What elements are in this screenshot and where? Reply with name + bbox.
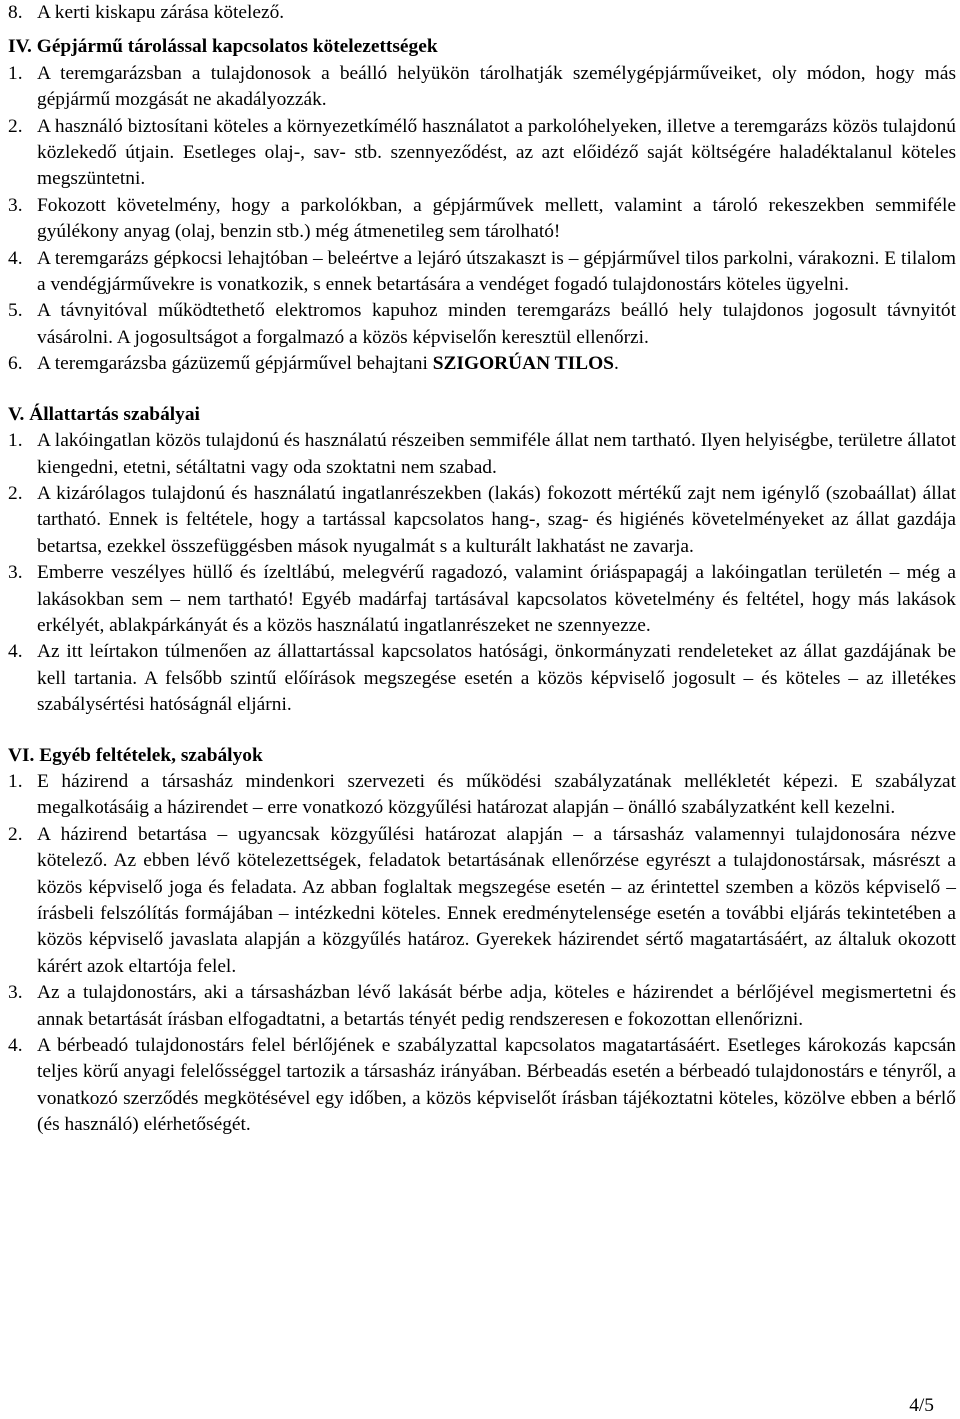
item-text: A bérbeadó tulajdonostárs felel bérlőjének e szabályzattal kapcsolatos magatartásáért. Esetleges károkozás kapcsán teljes körű anyagi felelősséggel tartozik a társasház irányában. Bérbeadás esetén a bérbeadó tulajdonostárs e tényről, a vonatkozó szerződés megkötésével egy időben, a közös képviselőt írásban tájékoztatni köteles, közölve ebben a bérlő (és használó) elérhetőségét. <box>37 1035 956 1136</box>
list-item <box>8 0 956 26</box>
item-text: A teremgarázsba gázüzemű gépjárművel behajtani <box>37 353 433 375</box>
item-number: 1. <box>8 430 23 452</box>
item-number: 2. <box>8 823 23 845</box>
item-text: Emberre veszélyes hüllő és ízeltlábú, melegvérű ragadozó, valamint óriáspapagáj a lakóingatlan területén – még a lakásokban sem – nem tartható! Egyéb madárfaj tartásával kapcsolatos követelmény és feltétel, hogy más lakások erkélyét, ablakpárkányát és a közös használatú ingatlanrészeket ne szennyezze. <box>37 562 956 636</box>
list-item <box>8 298 956 351</box>
list-item <box>8 351 956 377</box>
list-item <box>8 980 956 1033</box>
page-number: 4/5 <box>909 1395 934 1416</box>
list-item <box>8 1033 956 1139</box>
item-number: 4. <box>8 1035 23 1057</box>
list-item <box>8 769 956 822</box>
item-text: E házirend a társasház mindenkori szervezeti és működési szabályzatának mellékletét képezi. E szabályzat megalkotásáig a házirendet – erre vonatkozó közgyűlési határozat alapján – önálló szabályzatként kell kezelni. <box>37 770 956 819</box>
item-text: A teremgarázs gépkocsi lehajtóban – beleértve a lejáró útszakaszt is – gépjárművel tilos parkolni, várakozni. E tilalom a vendégjárművekre is vonatkozik, s ennek betartására a vendéget fogadó tulajdonostárs köteles ügyelni. <box>37 247 956 296</box>
item-text-end: . <box>613 353 619 375</box>
section-heading-4: IV. Gépjármű tárolással kapcsolatos kötelezettségek <box>8 36 438 58</box>
list-item <box>8 246 956 299</box>
list-item <box>8 822 956 980</box>
item-number: 3. <box>8 194 23 216</box>
item-text: A távnyitóval működtethető elektromos kapuhoz minden teremgarázs beálló hely tulajdonos jogosult távnyitót vásárolni. A jogosultságot a forgalmazó a közös képviselőn keresztül ellenőrzi. <box>37 300 956 348</box>
item-number: 3. <box>8 982 23 1004</box>
item-text: A kerti kiskapu zárása kötelező. <box>37 2 285 23</box>
item-emphasis: SZIGORÚAN TILOS <box>432 353 614 375</box>
item-number: 4. <box>8 247 23 269</box>
item-text: Fokozott követelmény, hogy a parkolókban, a gépjárművek mellett, valamint a tároló rekeszekben semmiféle gyúlékony anyag (olaj, benzin stb.) még átmenetileg sem tárolható! <box>37 194 956 243</box>
item-text: A lakóingatlan közös tulajdonú és használatú részeiben semmiféle állat nem tartható. Ilyen helyiségbe, területre állatot kiengedni, etetni, sétáltatni vagy oda szoktatni nem szabad. <box>37 430 956 478</box>
item-number: 8. <box>8 2 23 23</box>
item-text: Az itt leírtakon túlmenően az állattartással kapcsolatos hatósági, önkormányzati rendeleteket az állat gazdájának be kell tartania. A felsőbb szintű előírások megszegése esetén a közös képviselő jogosult – és köteles – az illetékes szabálysértési hatóságnál eljárni. <box>37 641 956 716</box>
item-text: A teremgarázsban a tulajdonosok a beálló helyükön tárolhatják személygépjárműveiket, oly módon, hogy más gépjármű mozgását ne akadályozzák. <box>37 62 956 111</box>
item-number: 6. <box>8 353 23 375</box>
document-content <box>8 0 956 1139</box>
item-text: A házirend betartása – ugyancsak közgyűlési határozat alapján – a társasház valamennyi tulajdonosára nézve kötelező. Az ebben lévő kötelezettségek, feladatok betartásának ellenőrzése egyrészt a tulajdonostársak, másrészt a közös képviselő joga és feladata. Az abban foglaltak megszegése esetén – az érintettel szemben a közös képviselő – írásbeli felszólítás formájában – intézkedni köteles. Ennek eredménytelensége esetén a további eljárás tekintetében a közös képviselő javaslata alapján a közgyűlés határoz. Gyerekek házirendet sértő magatartásáért, az általuk okozott kárért azok eltartója felel. <box>37 823 956 977</box>
item-number: 3. <box>8 562 23 584</box>
item-number: 1. <box>8 62 23 84</box>
item-number: 1. <box>8 770 23 792</box>
item-number: 2. <box>8 115 23 137</box>
list-item <box>8 428 956 481</box>
section-heading-6: VI. Egyéb feltételek, szabályok <box>8 744 263 766</box>
list-item <box>8 639 956 718</box>
list-item <box>8 61 956 114</box>
item-number: 4. <box>8 641 23 663</box>
list-item <box>8 560 956 639</box>
item-text: Az a tulajdonostárs, aki a társasházban lévő lakását bérbe adja, köteles e házirendet a bérlőjével megismertetni és annak betartását írásban elfogadtatni, a betartás tényét pedig rendszeresen e fokozottan ellenőrizni. <box>37 982 956 1030</box>
item-text: A használó biztosítani köteles a környezetkímélő használatot a parkolóhelyeken, illetve a teremgarázs közös tulajdonú közlekedő útjain. Esetleges olaj-, sav- stb. szennyeződést, az azt előidéző saját költségére haladéktalanul köteles megszüntetni. <box>37 115 956 190</box>
list-item <box>8 114 956 193</box>
section-heading-5: V. Állattartás szabályai <box>8 403 200 425</box>
list-item <box>8 193 956 246</box>
item-number: 2. <box>8 482 23 504</box>
list-item <box>8 481 956 560</box>
item-text: A kizárólagos tulajdonú és használatú ingatlanrészekben (lakás) fokozott mértékű zajt nem igénylő (szobaállat) állat tartható. Ennek is feltétele, hogy a tartással kapcsolatos hang-, szag- és higiénés követelményeket az állat gazdája betartsa, ezekkel összefüggésben mások nyugalmát s a kulturált lakhatást ne zavarja. <box>37 482 956 557</box>
item-number: 5. <box>8 300 23 322</box>
